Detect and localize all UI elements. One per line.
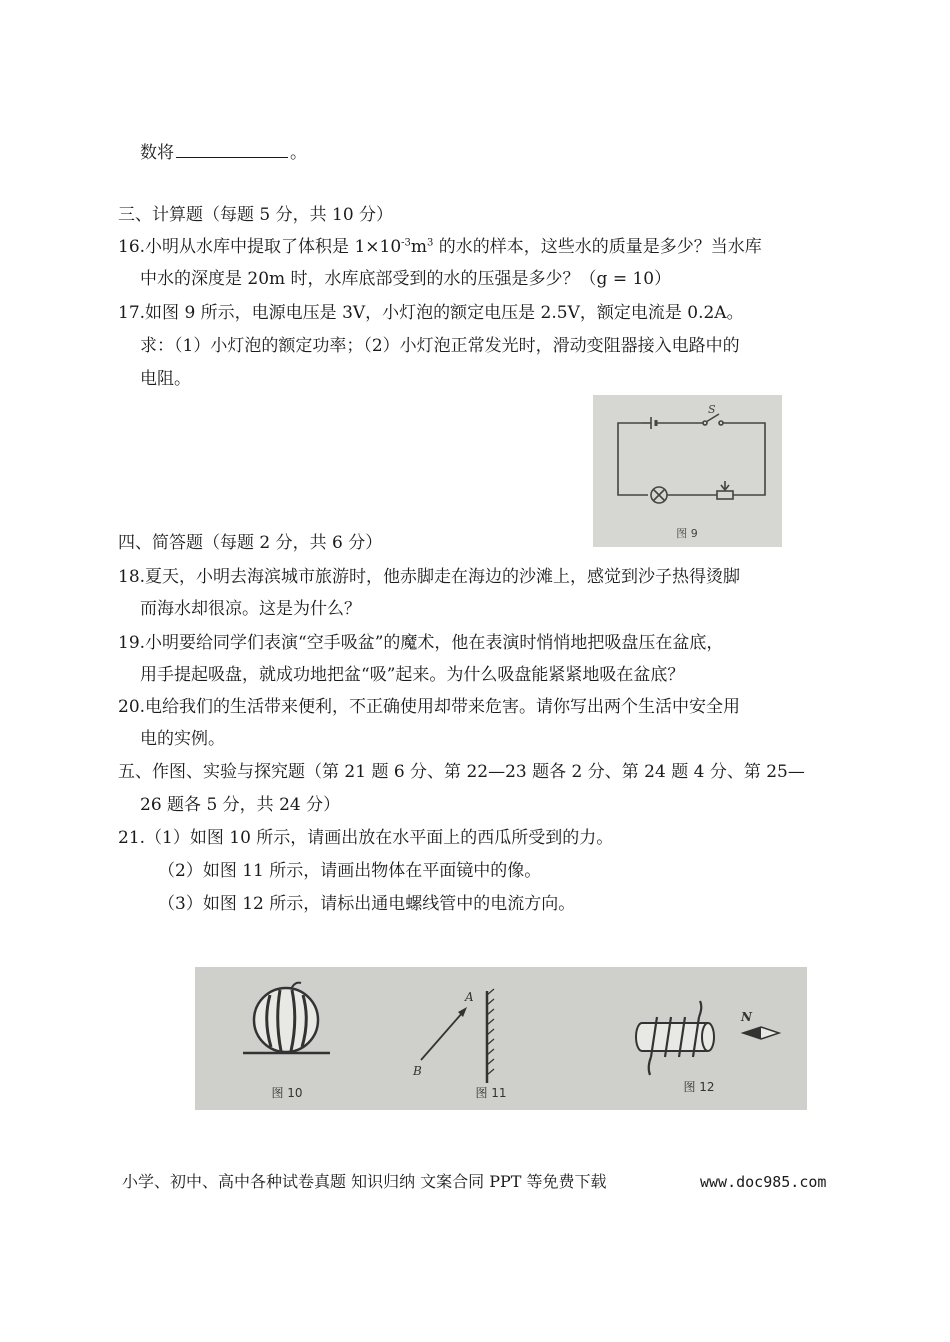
figures-10-12-strip <box>195 967 807 1110</box>
question-21-line-2: （2）如图 11 所示，请画出物体在平面镜中的像。 <box>158 861 542 881</box>
figure-9-background <box>593 395 782 547</box>
q16-text-a: 16.小明从水库中提取了体积是 1×10 <box>118 237 402 257</box>
label-n: N <box>741 1010 752 1024</box>
q16-text-c: 的水的样本，这些水的质量是多少？当水库 <box>433 237 762 257</box>
question-21-line-3: （3）如图 12 所示，请标出通电螺线管中的电流方向。 <box>158 894 576 914</box>
question-17-line-2: 求：（1）小灯泡的额定功率；（2）小灯泡正常发光时，滑动变阻器接入电路中的 <box>140 336 740 356</box>
continuation-line <box>140 140 307 164</box>
continuation-end: 。 <box>290 143 307 163</box>
figure-9-caption: 图 9 <box>676 527 698 540</box>
question-16-line-1 <box>118 236 762 258</box>
question-18-line-2: 而海水却很凉。这是为什么？ <box>140 599 361 619</box>
q16-exponent-1: -3 <box>401 237 411 249</box>
q16-exponent-2: 3 <box>427 237 434 249</box>
switch-label: S <box>708 403 716 416</box>
section-3-heading: 三、计算题（每题 5 分，共 10 分） <box>118 205 394 225</box>
label-a: A <box>465 990 474 1004</box>
answer-blank[interactable] <box>176 140 288 158</box>
question-18-line-1: 18.夏天，小明去海滨城市旅游时，他赤脚走在海边的沙滩上，感觉到沙子热得烫脚 <box>118 567 741 587</box>
figure-11-caption: 图 11 <box>475 1086 507 1100</box>
section-5-heading-line-2: 26 题各 5 分，共 24 分） <box>140 795 341 815</box>
question-19-line-2: 用手提起吸盘，就成功地把盆“吸”起来。为什么吸盘能紧紧地吸在盆底？ <box>140 665 685 685</box>
footer-url[interactable]: www.doc985.com <box>700 1173 827 1191</box>
footer-text: 小学、初中、高中各种试卷真题 知识归纳 文案合同 PPT 等免费下载 <box>122 1172 607 1191</box>
question-20-line-2: 电的实例。 <box>140 729 225 749</box>
question-16-line-2: 中水的深度是 20m 时，水库底部受到的水的压强是多少？（g = 10） <box>140 269 672 289</box>
question-21-line-1: 21.（1）如图 10 所示，请画出放在水平面上的西瓜所受到的力。 <box>118 828 614 848</box>
q16-text-b: m <box>410 237 428 257</box>
section-4-heading: 四、简答题（每题 2 分，共 6 分） <box>118 533 383 553</box>
section-5-heading-line-1: 五、作图、实验与探究题（第 21 题 6 分、第 22—23 题各 2 分、第 24 题 4 分、第 25— <box>118 762 805 782</box>
question-20-line-1: 20.电给我们的生活带来便利，不正确使用却带来危害。请你写出两个生活中安全用 <box>118 697 741 717</box>
figure-12-caption: 图 12 <box>683 1080 715 1094</box>
figure-10-caption: 图 10 <box>271 1086 303 1100</box>
continuation-text: 数将 <box>140 143 174 163</box>
watermelon-icon <box>254 988 318 1052</box>
figure-9-circuit <box>593 395 782 547</box>
question-17-line-1: 17.如图 9 所示，电源电压是 3V，小灯泡的额定电压是 2.5V，额定电流是 0.2A。 <box>118 303 744 323</box>
question-17-line-3: 电阻。 <box>140 369 191 389</box>
label-b: B <box>413 1064 422 1078</box>
question-19-line-1: 19.小明要给同学们表演“空手吸盆”的魔术，他在表演时悄悄地把吸盘压在盆底， <box>118 633 724 653</box>
